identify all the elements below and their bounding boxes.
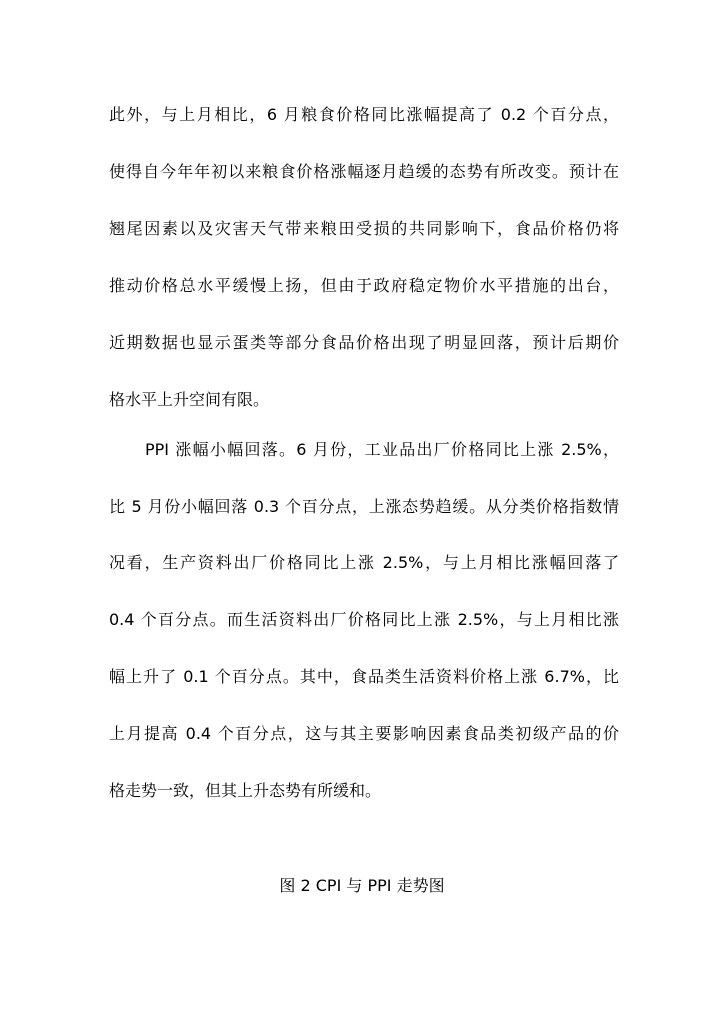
paragraph-1-line-3: 翘尾因素以及灾害天气带来粮田受损的共同影响下，食品价格仍将 [109,219,619,238]
paragraph-1-line-1: 此外，与上月相比，6 月粮食价格同比涨幅提高了 0.2 个百分点， [109,105,619,124]
figure-caption: 图 2 CPI 与 PPI 走势图 [279,876,445,895]
paragraph-1-line-5: 近期数据也显示蛋类等部分食品价格出现了明显回落，预计后期价 [109,333,619,352]
paragraph-2-line-1: PPI 涨幅小幅回落。6 月份，工业品出厂价格同比上涨 2.5%， [145,440,619,459]
paragraph-1-line-2: 使得自今年年初以来粮食价格涨幅逐月趋缓的态势有所改变。预计在 [109,162,619,181]
paragraph-1-line-6: 格水平上升空间有限。 [109,390,270,409]
paragraph-2-line-4: 0.4 个百分点。而生活资料出厂价格同比上涨 2.5%，与上月相比涨 [109,610,619,629]
paragraph-2-line-7: 格走势一致，但其上升态势有所缓和。 [109,781,382,800]
paragraph-2-line-2: 比 5 月份小幅回落 0.3 个百分点，上涨态势趋缓。从分类价格指数情 [109,497,619,516]
paragraph-2-line-6: 上月提高 0.4 个百分点，这与其主要影响因素食品类初级产品的价 [109,724,619,743]
paragraph-2-line-3: 况看，生产资料出厂价格同比上涨 2.5%，与上月相比涨幅回落了 [109,553,619,572]
paragraph-1-line-4: 推动价格总水平缓慢上扬，但由于政府稳定物价水平措施的出台， [109,276,619,295]
paragraph-2-line-5: 幅上升了 0.1 个百分点。其中，食品类生活资料价格上涨 6.7%，比 [109,667,619,686]
